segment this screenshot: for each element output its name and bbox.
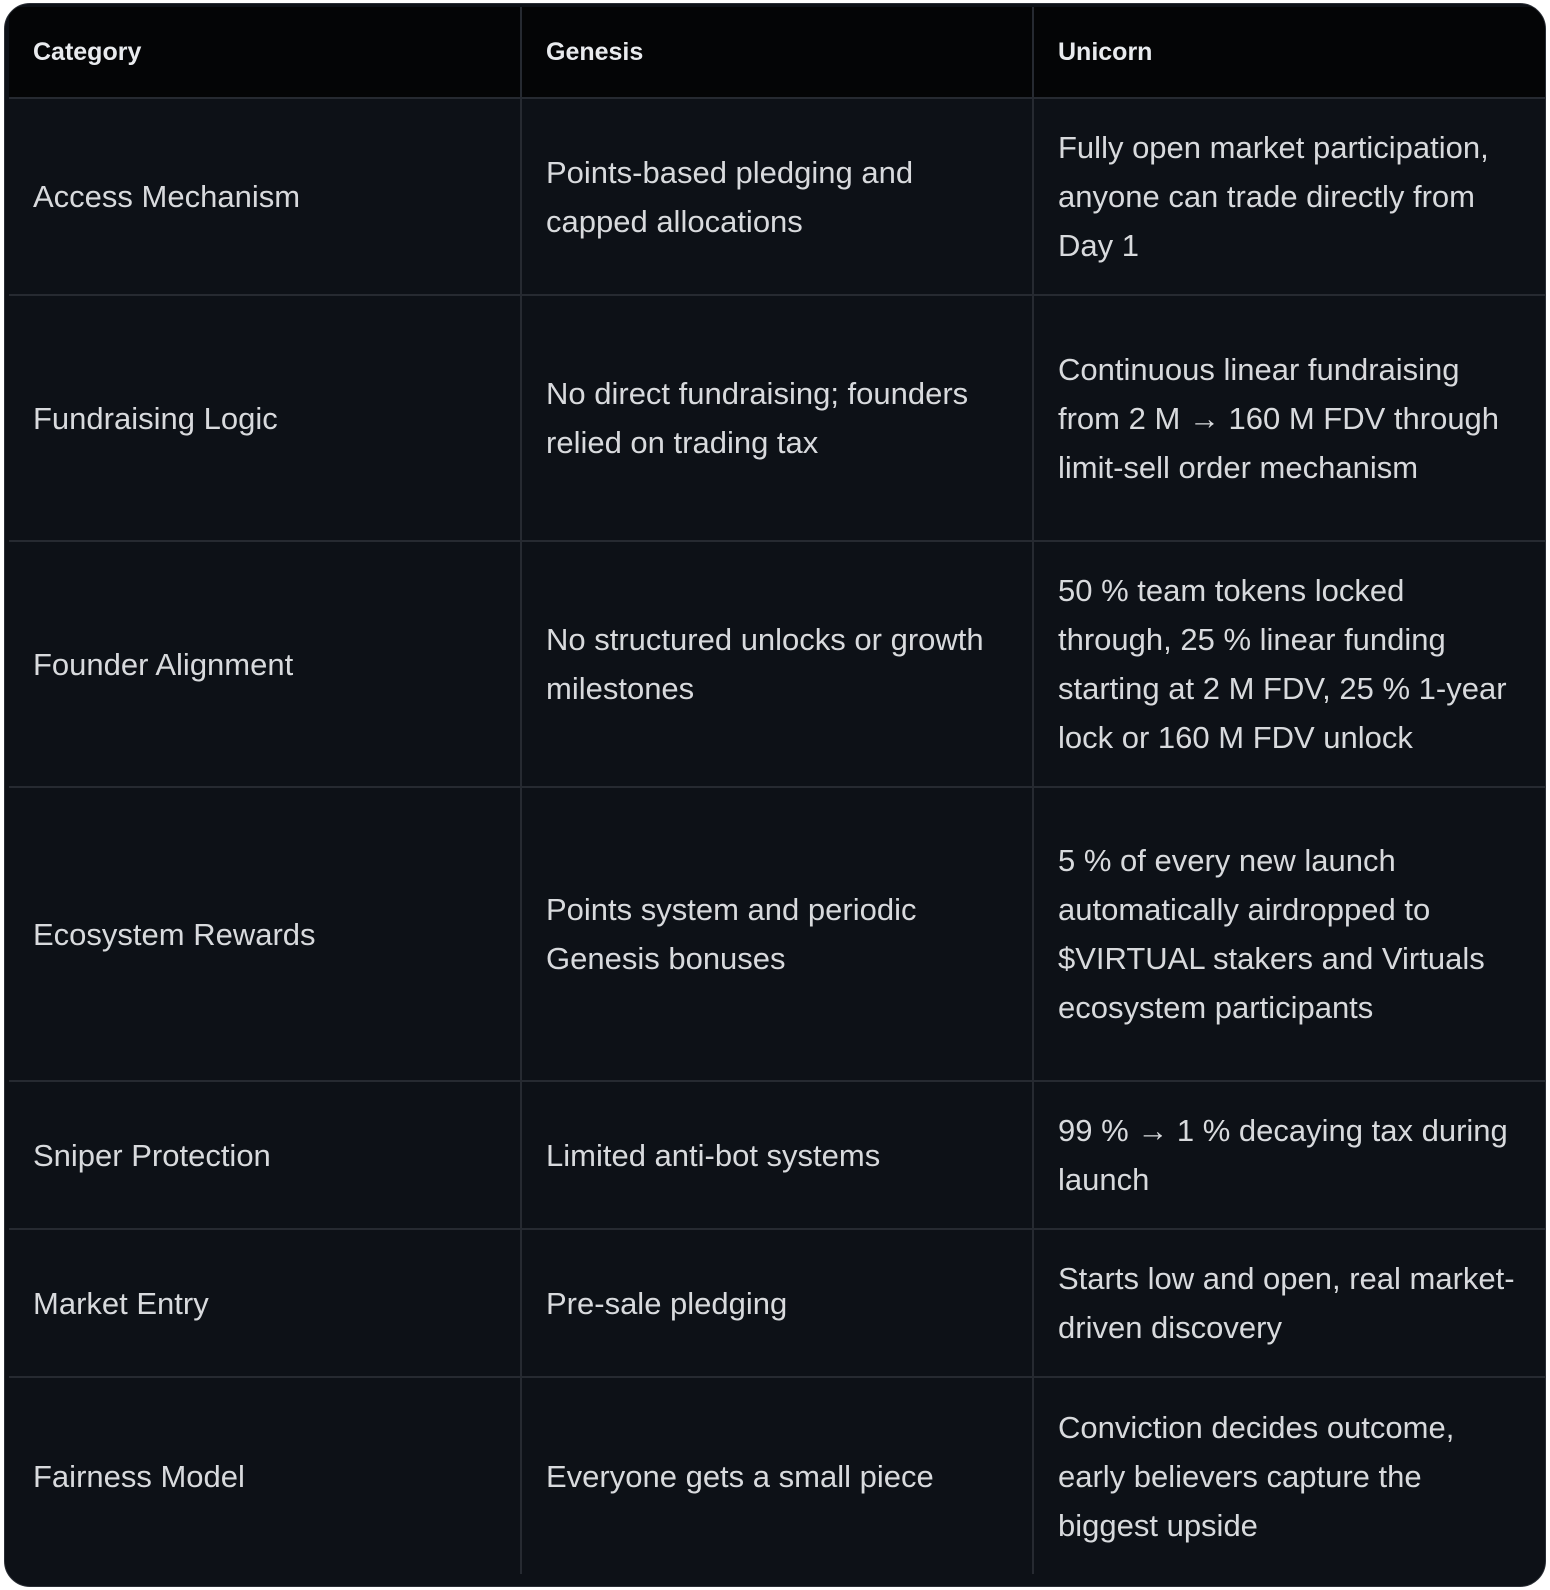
cell-category: Founder Alignment <box>9 541 521 787</box>
cell-category: Market Entry <box>9 1229 521 1377</box>
cell-unicorn: Conviction decides outcome, early believers capture the biggest upside <box>1058 1409 1455 1543</box>
cell-unicorn: 99 % → 1 % decaying tax during launch <box>1033 1081 1546 1229</box>
header-genesis: Genesis <box>521 7 1033 98</box>
cell-category: Fundraising Logic <box>9 295 521 541</box>
table-row <box>9 787 1546 1081</box>
cell-genesis: Limited anti-bot systems <box>521 1081 1033 1229</box>
comparison-table <box>9 7 1546 1574</box>
table-row <box>9 1081 1546 1229</box>
header-row <box>9 7 1546 98</box>
cell-genesis: No direct fundraising; founders relied on trading tax <box>521 295 1033 541</box>
cell-genesis: Pre-sale pledging <box>521 1229 1033 1377</box>
table-header <box>9 7 1546 98</box>
table-row <box>9 98 1546 295</box>
table-row <box>9 1229 1546 1377</box>
cell-category: Fairness Model <box>9 1377 521 1574</box>
cell-category: Ecosystem Rewards <box>9 787 521 1081</box>
table-row <box>9 295 1546 541</box>
cell-unicorn: Fully open market participation, anyone can trade directly from Day 1 <box>1033 98 1546 295</box>
cell-genesis: Points system and periodic Genesis bonuses <box>521 787 1033 1081</box>
header-category: Category <box>9 7 521 98</box>
cell-unicorn: 50 % team tokens locked through, 25 % linear funding starting at 2 M FDV, 25 % 1-year lock or 160 M FDV unlock <box>1033 541 1546 787</box>
header-unicorn: Unicorn <box>1033 7 1546 98</box>
table-row <box>9 1377 1546 1574</box>
cell-genesis: Points-based pledging and capped allocations <box>521 98 1033 295</box>
cell-genesis: Everyone gets a small piece <box>521 1377 1033 1574</box>
cell-unicorn: Continuous linear fundraising from 2 M → 160 M FDV through limit-sell order mechanism <box>1033 295 1546 541</box>
cell-genesis: No structured unlocks or growth milestones <box>521 541 1033 787</box>
cell-category: Access Mechanism <box>9 98 521 295</box>
comparison-table-card <box>4 3 1546 1587</box>
table-body <box>9 98 1546 1574</box>
table-row <box>9 541 1546 787</box>
cell-unicorn: 5 % of every new launch automatically airdropped to $VIRTUAL stakers and Virtuals ecosystem participants <box>1033 787 1546 1081</box>
cell-unicorn: Starts low and open, real market-driven discovery <box>1033 1229 1546 1377</box>
cell-category: Sniper Protection <box>9 1081 521 1229</box>
